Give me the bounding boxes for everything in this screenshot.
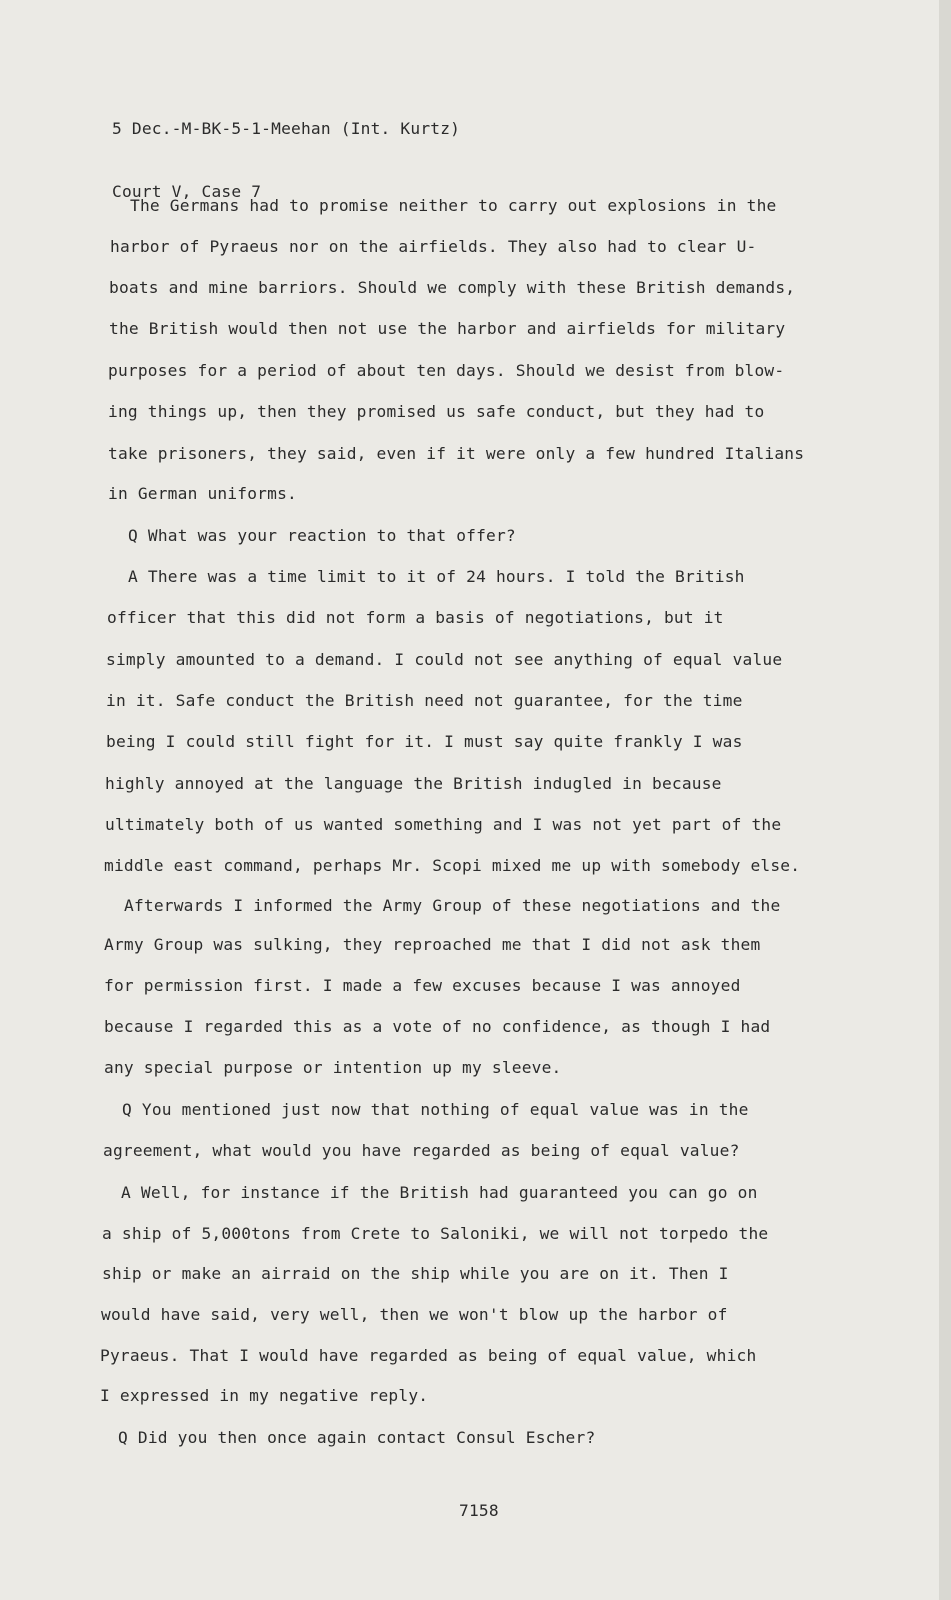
transcript-line: simply amounted to a demand. I could not see anything of equal value [106,650,783,669]
page-number: 7158 [459,1501,499,1520]
transcript-line: the British would then not use the harbor and airfields for military [109,319,786,338]
transcript-line: for permission first. I made a few excuses because I was annoyed [104,976,741,995]
transcript-line: The Germans had to promise neither to carry out explosions in the [130,196,777,215]
transcript-line: ship or make an airraid on the ship while you are on it. Then I [102,1264,729,1283]
transcript-line: Q You mentioned just now that nothing of equal value was in the [122,1100,749,1119]
document-header [112,76,460,244]
transcript-line: in it. Safe conduct the British need not guarantee, for the time [106,691,743,710]
transcript-line: would have said, very well, then we won't blow up the harbor of [101,1305,728,1324]
transcript-line: being I could still fight for it. I must say quite frankly I was [106,732,743,751]
transcript-line: A There was a time limit to it of 24 hours. I told the British [128,567,745,586]
transcript-line: any special purpose or intention up my sleeve. [104,1058,562,1077]
transcript-line: Q Did you then once again contact Consul Escher? [118,1428,596,1447]
transcript-line: boats and mine barriors. Should we comply with these British demands, [109,278,796,297]
transcript-line: I expressed in my negative reply. [100,1386,429,1405]
transcript-line: Army Group was sulking, they reproached me that I did not ask them [104,935,761,954]
transcript-line: Afterwards I informed the Army Group of these negotiations and the [124,896,781,915]
transcript-line: ultimately both of us wanted something and I was not yet part of the [105,815,782,834]
transcript-line: A Well, for instance if the British had guaranteed you can go on [121,1183,758,1202]
transcript-line: take prisoners, they said, even if it were only a few hundred Italians [108,444,805,463]
transcript-line: officer that this did not form a basis of negotiations, but it [107,608,724,627]
transcript-line: harbor of Pyraeus nor on the airfields. They also had to clear U- [110,237,757,256]
transcript-line: ing things up, then they promised us safe conduct, but they had to [108,402,765,421]
header-reference-line: 5 Dec.-M-BK-5-1-Meehan (Int. Kurtz) [112,119,461,138]
transcript-line: a ship of 5,000tons from Crete to Saloniki, we will not torpedo the [102,1224,769,1243]
transcript-line: agreement, what would you have regarded as being of equal value? [103,1141,740,1160]
transcript-line: purposes for a period of about ten days. Should we desist from blow- [108,361,785,380]
transcript-line: Pyraeus. That I would have regarded as being of equal value, which [100,1346,757,1365]
header-court-line: Court V, Case 7 [112,182,262,201]
transcript-line: Q What was your reaction to that offer? [128,526,516,545]
transcript-line: because I regarded this as a vote of no confidence, as though I had [104,1017,771,1036]
transcript-line: in German uniforms. [108,484,297,503]
transcript-line: middle east command, perhaps Mr. Scopi mixed me up with somebody else. [104,856,801,875]
transcript-line: highly annoyed at the language the British indugled in because [105,774,722,793]
